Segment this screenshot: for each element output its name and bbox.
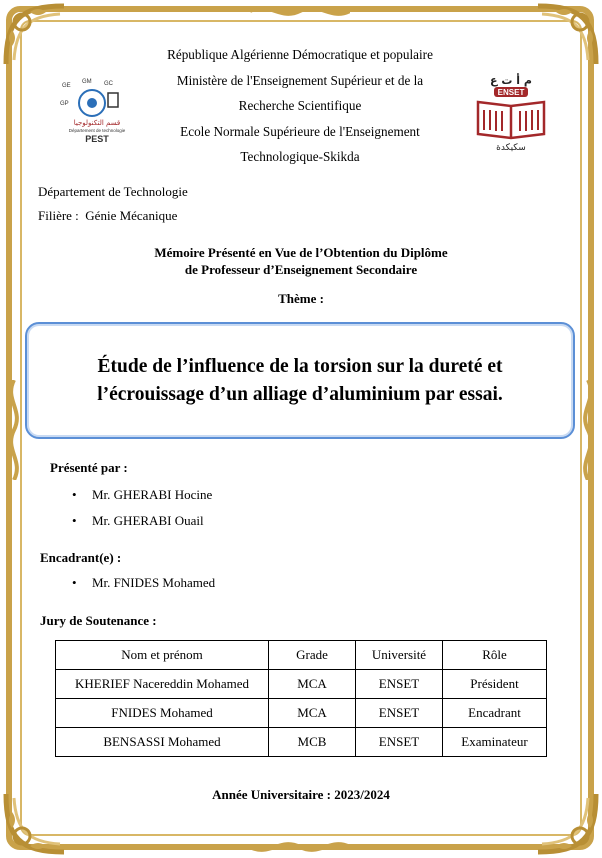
table-row	[56, 728, 547, 757]
memoire-line: Mémoire Présenté en Vue de l’Obtention du Diplôme	[154, 245, 448, 260]
top-ornament-icon	[250, 0, 350, 22]
side-ornament-icon	[576, 380, 600, 480]
theme-label: Thème :	[278, 291, 324, 306]
logo-arabic-top: م أ ت ع	[490, 74, 532, 87]
memoire-line: de Professeur d’Enseignement Secondaire	[184, 262, 418, 277]
logo-dept-text: Département de technologie	[68, 128, 126, 133]
filiere-line	[38, 204, 188, 228]
logo-enset-name: ENSET	[497, 88, 525, 97]
department-logo	[52, 75, 142, 145]
department-line: Département de Technologie	[38, 184, 188, 199]
table-cell: MCA	[269, 670, 356, 699]
header-line: Technologique-Skikda	[240, 149, 360, 164]
jury-label: Jury de Soutenance :	[40, 613, 157, 628]
table-cell: ENSET	[356, 670, 443, 699]
logo-arabic-bottom: سكيكدة	[496, 143, 526, 153]
logo-arabic-text: قسم التكنولوجيا	[73, 119, 121, 127]
table-cell: Président	[443, 670, 547, 699]
table-cell: MCA	[269, 699, 356, 728]
logo-label: GM	[82, 79, 92, 85]
column-header: Nom et prénom	[56, 641, 269, 670]
table-cell: Encadrant	[443, 699, 547, 728]
encadrant-label: Encadrant(e) :	[40, 550, 122, 565]
column-header: Université	[356, 641, 443, 670]
list-item: • Mr. GHERABI Ouail	[50, 508, 212, 534]
header-line: République Algérienne Démocratique et populaire	[167, 47, 433, 62]
filiere-label: Filière :	[38, 208, 79, 223]
table-row	[56, 670, 547, 699]
enset-logo	[470, 72, 552, 154]
list-item: • Mr. GHERABI Hocine	[50, 482, 212, 508]
logo-label: GC	[104, 81, 113, 87]
header-line: Recherche Scientifique	[238, 98, 362, 113]
logo-label: GP	[60, 101, 69, 107]
table-cell: BENSASSI Mohamed	[56, 728, 269, 757]
logo-acronym: PEST	[85, 134, 109, 144]
institution-header	[150, 42, 450, 170]
list-item: • Mr. FNIDES Mohamed	[50, 570, 215, 596]
department-info	[38, 180, 188, 228]
table-row	[56, 699, 547, 728]
theme-title	[77, 353, 523, 409]
table-cell: MCB	[269, 728, 356, 757]
table-cell: ENSET	[356, 699, 443, 728]
column-header: Grade	[269, 641, 356, 670]
memoire-heading	[0, 244, 602, 278]
table-cell: ENSET	[356, 728, 443, 757]
header-line: Ministère de l'Enseignement Supérieur et de la	[176, 72, 424, 88]
corner-ornament-icon	[532, 0, 602, 70]
filiere-value: Génie Mécanique	[85, 208, 178, 223]
header-line: Ecole Normale Supérieure de l'Enseignement	[180, 123, 420, 139]
theme-title-line: l’écrouissage d’un alliage d’aluminium par essai.	[97, 383, 503, 405]
presente-label: Présenté par :	[50, 460, 128, 475]
table-header-row	[56, 641, 547, 670]
table-cell: Examinateur	[443, 728, 547, 757]
table-cell: FNIDES Mohamed	[56, 699, 269, 728]
side-ornament-icon	[2, 380, 26, 480]
jury-table	[55, 640, 547, 757]
theme-title-line: Étude de l’influence de la torsion sur la dureté et	[97, 355, 503, 377]
column-header: Rôle	[443, 641, 547, 670]
logo-label: GE	[62, 83, 71, 89]
corner-ornament-icon	[0, 0, 70, 70]
theme-box	[25, 322, 575, 439]
bottom-ornament-icon	[250, 836, 350, 858]
academic-year: Année Universitaire : 2023/2024	[212, 787, 390, 802]
encadrant-list	[50, 570, 215, 596]
presente-list	[50, 482, 212, 534]
table-cell: KHERIEF Nacereddin Mohamed	[56, 670, 269, 699]
